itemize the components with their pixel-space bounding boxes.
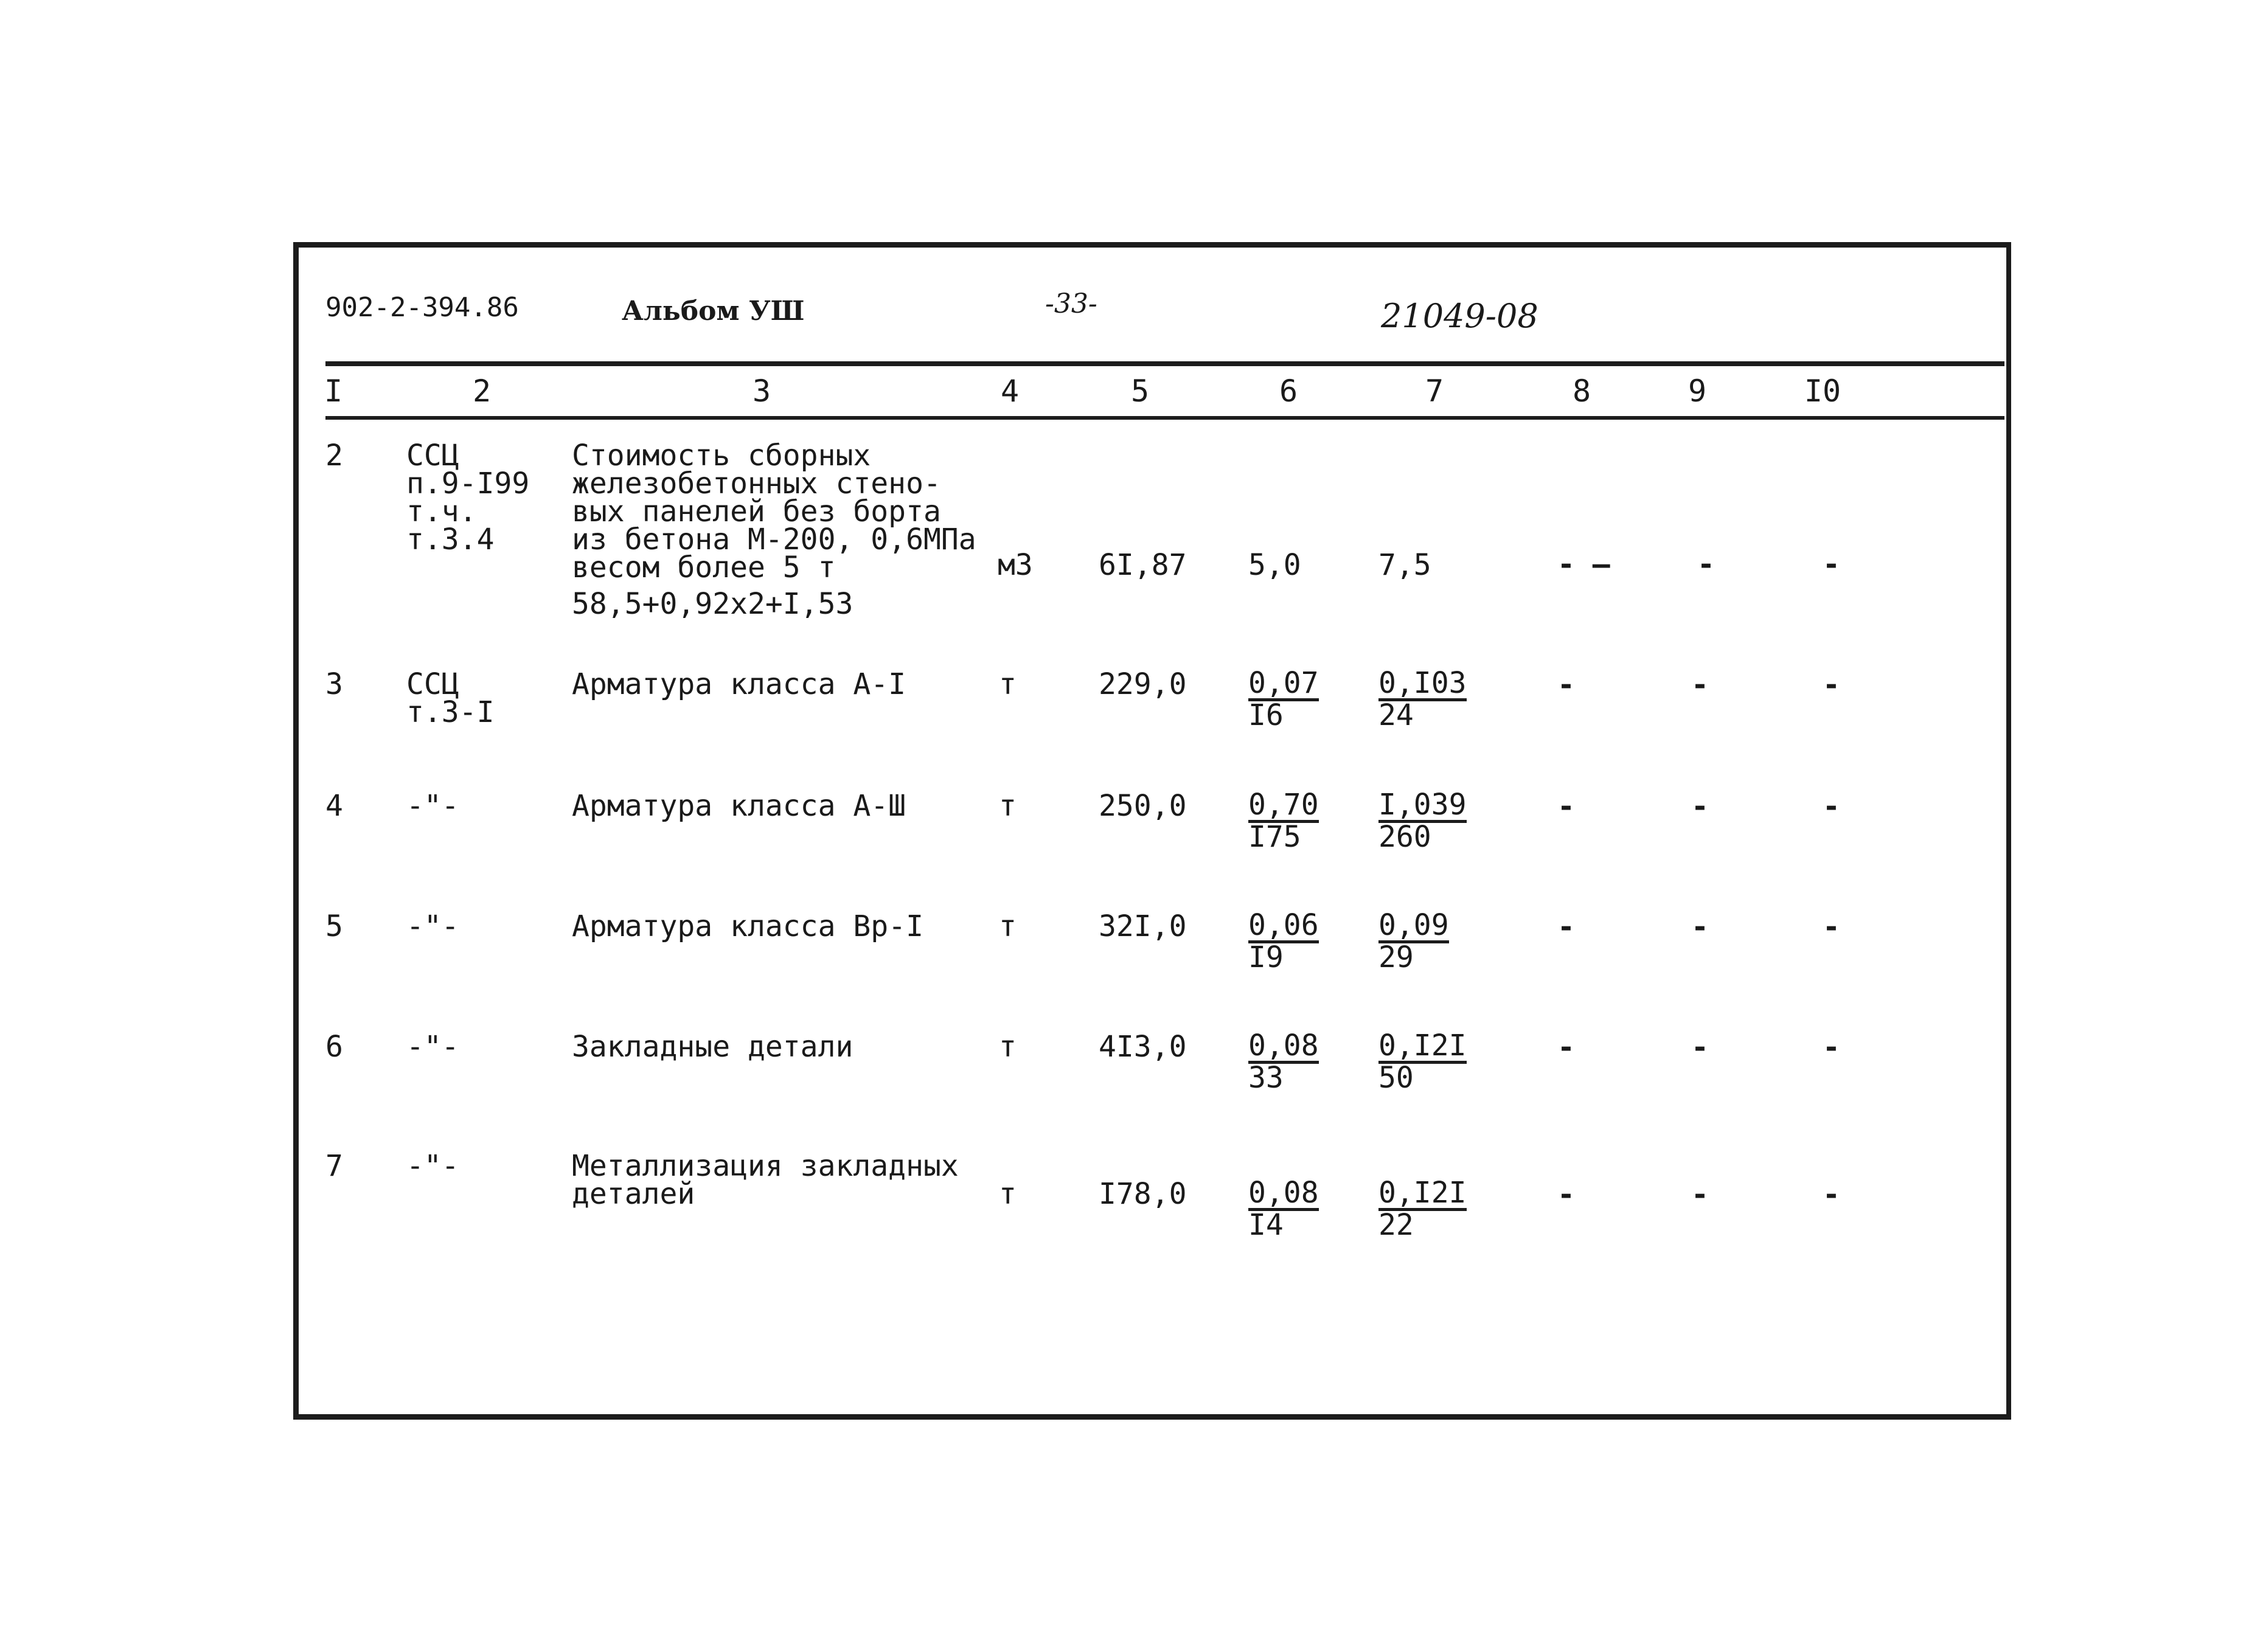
source-line: ССЦ [406,667,459,701]
formula: 58,5+0,92х2+I,53 [572,587,853,621]
row-number: 7 [325,1149,343,1183]
coef-6 [1248,908,1319,974]
coef-numerator: 0,I2I [1378,1176,1467,1210]
coef-denominator: 22 [1378,1208,1414,1242]
description: Арматура класса Вр-I [572,909,923,943]
price: I78,0 [1099,1177,1187,1211]
col-header-7: 7 [1425,373,1444,409]
description-line: Металлизация закладных [572,1149,959,1183]
col-10-value: - [1823,668,1840,702]
source-line: ССЦ [406,439,459,473]
coef-denominator: 260 [1378,820,1431,854]
coef-numerator: 0,I03 [1378,666,1467,700]
unit: т [999,667,1017,701]
description-line: железобетонных стено- [572,467,941,501]
coef-7 [1378,666,1467,732]
coef-denominator: 50 [1378,1061,1414,1095]
unit: т [999,909,1017,943]
source-line: п.9-I99 [406,467,530,501]
description-line: вых панелей без борта [572,495,941,529]
row-number: 6 [325,1030,343,1064]
description-line: из бетона М-200, 0,6МПа [572,522,976,557]
source-ref [406,439,530,557]
col-9-value: - [1691,1030,1709,1064]
coef-7: 7,5 [1378,548,1431,582]
col-10-value: - [1823,1030,1840,1064]
description-line: весом более 5 т [572,550,836,585]
coef-7 [1378,1176,1467,1242]
header-rule-bottom [325,416,2004,420]
source-line: т.3.4 [406,522,495,557]
coef-numerator: 0,07 [1248,666,1319,700]
coef-denominator: 29 [1378,940,1414,974]
coef-denominator: I75 [1248,820,1301,854]
coef-7 [1378,1029,1467,1095]
coef-7 [1378,788,1467,854]
col-header-1: I [324,373,343,409]
col-8-value: - [1557,790,1575,824]
source-ref [406,667,495,729]
row-number: 3 [325,667,343,701]
coef-denominator: I9 [1248,940,1284,974]
coef-numerator: 0,08 [1248,1029,1319,1063]
page-number: -33- [1045,288,1097,319]
col-header-10: I0 [1804,373,1841,409]
coef-numerator: 0,I2I [1378,1029,1467,1063]
coef-6 [1248,666,1319,732]
col-header-4: 4 [1000,373,1020,409]
description: Закладные детали [572,1030,853,1064]
col-header-9: 9 [1688,373,1707,409]
coef-numerator: 0,70 [1248,788,1319,822]
coef-numerator: 0,06 [1248,908,1319,942]
coef-denominator: 33 [1248,1061,1284,1095]
row-number: 2 [325,439,343,473]
coef-denominator: I6 [1248,698,1284,732]
col-10-value: - [1823,790,1840,824]
price: 229,0 [1099,667,1187,701]
col-10-value: - [1823,547,1840,581]
price: 32I,0 [1099,909,1187,943]
unit: т [999,1177,1017,1211]
col-8-value: - [1557,1178,1575,1212]
unit: м3 [998,548,1033,582]
coef-7 [1378,908,1449,974]
col-8-value: - [1557,910,1575,944]
col-8-value: - [1557,1030,1575,1064]
description: Арматура класса А-Ш [572,789,906,823]
source-ref: -"- [406,909,459,943]
col-8-value: - [1557,668,1575,702]
col-9-value: - [1691,790,1709,824]
col-header-3: 3 [752,373,771,409]
col-9-value: - [1691,1178,1709,1212]
description [572,439,976,585]
album-label: Альбом УШ [622,296,805,327]
col-9-value: - [1691,910,1709,944]
source-line: т.ч. [406,495,477,529]
col-8-value: - — [1557,547,1610,581]
doc-code: 21049-08 [1381,297,1538,335]
coef-denominator: I4 [1248,1208,1284,1242]
source-ref: -"- [406,1030,459,1064]
price: 4I3,0 [1099,1030,1187,1064]
coef-6 [1248,1029,1319,1095]
coef-denominator: 24 [1378,698,1414,732]
col-10-value: - [1823,1178,1840,1212]
col-header-8: 8 [1572,373,1591,409]
coef-numerator: 0,08 [1248,1176,1319,1210]
row-number: 5 [325,909,343,943]
header-rule-top [325,361,2004,366]
col-9-value: - [1697,547,1715,581]
unit: т [999,789,1017,823]
col-header-6: 6 [1279,373,1298,409]
coef-numerator: 0,09 [1378,908,1449,942]
col-9-value: - [1691,668,1709,702]
source-ref: -"- [406,1149,459,1183]
coef-6 [1248,788,1319,854]
unit: т [999,1030,1017,1064]
coef-6 [1248,1176,1319,1242]
description: Арматура класса А-I [572,667,906,701]
coef-numerator: I,039 [1378,788,1467,822]
source-ref: -"- [406,789,459,823]
description-line: Стоимость сборных [572,439,871,473]
col-header-5: 5 [1130,373,1150,409]
doc-number: 902-2-394.86 [325,292,519,323]
source-line: т.3-I [406,695,495,729]
col-header-2: 2 [472,373,492,409]
col-10-value: - [1823,910,1840,944]
description [572,1149,959,1211]
price: 250,0 [1099,789,1187,823]
coef-6: 5,0 [1248,548,1301,582]
price: 6I,87 [1099,548,1187,582]
row-number: 4 [325,789,343,823]
description-line: деталей [572,1177,695,1211]
